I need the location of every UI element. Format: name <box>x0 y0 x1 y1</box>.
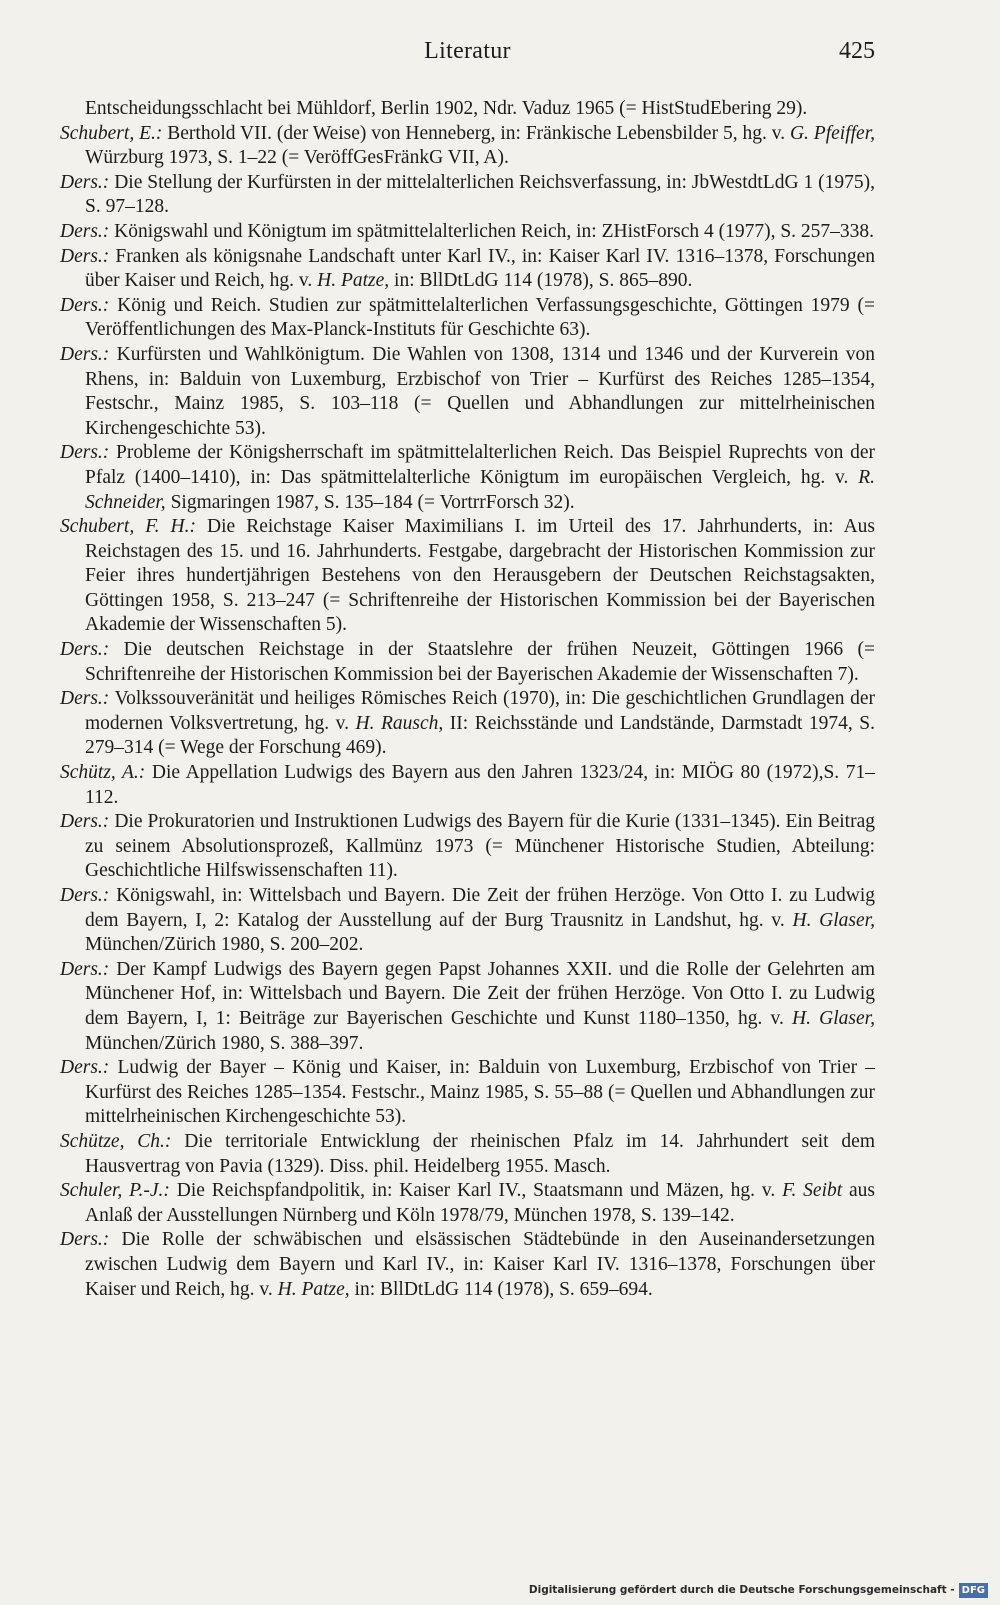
bibliography-entry <box>60 1056 875 1130</box>
entry-editor: H. Glaser, <box>792 1007 875 1029</box>
entry-author: Ders.: <box>60 245 110 267</box>
entry-text: Die deutschen Reichstage in der Staatslehre der frühen Neuzeit, Göttingen 1966 (= Schriftenreihe der Historischen Kommission bei der Bayerischen Akademie der Wissenschaften 7). <box>85 639 875 685</box>
dfg-logo: DFG <box>959 1583 988 1598</box>
bibliography-entry <box>60 761 875 810</box>
bibliography-entry <box>60 441 875 515</box>
entry-text: Die Prokuratorien und Instruktionen Ludwigs des Bayern für die Kurie (1331–1345). Ein Beitrag zu seinem Absolutionsprozeß, Kallmünz 1973 (= Münchener Historische Studien, Abteilung: Geschichtliche Hilfswissenschaften 11). <box>85 811 875 882</box>
entry-text: München/Zürich 1980, S. 388–397. <box>85 1032 364 1054</box>
entry-text: Die Appellation Ludwigs des Bayern aus den Jahren 1323/24, in: MIÖG 80 (1972),S. 71–112. <box>85 762 875 808</box>
entry-text: Probleme der Königsherrschaft im spätmittelalterlichen Reich. Das Beispiel Ruprechts von der Pfalz (1400–1410), in: Das spätmittelalterliche Königtum im europäischen Vergleich, hg. v. <box>85 442 875 488</box>
bibliography-entry <box>60 294 875 343</box>
bibliography-entry <box>60 1179 875 1228</box>
bibliography-entry-continuation <box>60 97 875 122</box>
entry-text: in: BllDtLdG 114 (1978), S. 659–694. <box>349 1278 653 1300</box>
entry-author: Ders.: <box>60 958 110 980</box>
entry-author: Ders.: <box>60 220 110 242</box>
entry-editor: F. Seibt <box>782 1180 843 1202</box>
entry-text: Die Rolle der schwäbischen und elsässischen Städtebünde in den Auseinandersetzungen zwischen Ludwig dem Bayern und Karl IV., in: Kaiser Karl IV. 1316–1378, Forschungen über Kaiser und Reich, hg. v. <box>85 1229 875 1300</box>
entry-text: Königswahl, in: Wittelsbach und Bayern. Die Zeit der frühen Herzöge. Von Otto I. zu Ludwig dem Bayern, I, 2: Katalog der Ausstellung auf der Burg Trausnitz in Landshut, hg. v. <box>85 885 875 931</box>
entry-text: Der Kampf Ludwigs des Bayern gegen Papst Johannes XXII. und die Rolle der Gelehrten am Münchener Hof, in: Wittelsbach und Bayern. Die Zeit der frühen Herzöge. Von Otto I. zu Ludwig dem Bayern, I, 1: Beiträge zur Bayerischen Geschichte und Kunst 1180–1350, hg. v. <box>85 958 875 1029</box>
running-title: Literatur <box>424 38 511 64</box>
entry-author: Schütz, A.: <box>60 762 146 784</box>
bibliography-entry <box>60 171 875 220</box>
entry-text: Königswahl und Königtum im spätmittelalterlichen Reich, in: ZHistForsch 4 (1977), S. 257–338. <box>109 220 875 242</box>
entry-editor: H. Patze, <box>317 270 390 292</box>
bibliography-entry <box>60 1130 875 1179</box>
entry-author: Schubert, F. H.: <box>60 516 197 538</box>
entry-editor: R. Schneider, <box>85 466 875 513</box>
page-number: 425 <box>839 38 875 64</box>
entry-author: Ders.: <box>60 171 110 193</box>
bibliography-entry <box>60 687 875 761</box>
entry-author: Ders.: <box>60 885 110 906</box>
entry-text: Volkssouveränität und heiliges Römisches Reich (1970), in: Die geschichtlichen Grundlagen der modernen Volksvertretung, hg. v. <box>85 688 875 734</box>
bibliography-entry <box>60 884 875 958</box>
footer-credit-text: Digitalisierung gefördert durch die Deutsche Forschungsgemeinschaft - <box>528 1584 955 1596</box>
bibliography-entry <box>60 220 875 245</box>
entry-text: München/Zürich 1980, S. 200–202. <box>85 934 364 956</box>
entry-author: Ders.: <box>60 688 110 710</box>
entry-text: Die territoriale Entwicklung der rheinischen Pfalz im 14. Jahrhundert seit dem Hausvertrag von Pavia (1329). Diss. phil. Heidelberg 1955. Masch. <box>85 1130 875 1177</box>
bibliography-entry <box>60 122 875 171</box>
digitization-credit <box>529 1581 988 1599</box>
entry-author: Ders.: <box>60 639 110 661</box>
entry-text: Ludwig der Bayer – König und Kaiser, in: Balduin von Luxemburg, Erzbischof von Trier – Kurfürst des Reiches 1285–1354. Festschr., Mainz 1985, S. 55–88 (= Quellen und Abhandlungen zur mittelrheinischen Kirchengeschichte 53). <box>85 1057 875 1128</box>
entry-text: in: BllDtLdG 114 (1978), S. 865–890. <box>389 270 693 292</box>
entry-text: Die Reichstage Kaiser Maximilians I. im Urteil des 17. Jahrhunderts, in: Aus Reichstagen des 15. und 16. Jahrhunderts. Festgabe, dargebracht der Historischen Kommission zur Feier ihres hundertjährigen Bestehens von den Herausgebern der Deutschen Reichstagsakten, Göttingen 1958, S. 213–247 (= Schriftenreihe der Historischen Kommission bei der Bayerischen Akademie der Wissenschaften 5). <box>85 516 875 636</box>
entry-author: Ders.: <box>60 442 110 464</box>
entry-author: Schubert, E.: <box>60 122 163 144</box>
entry-author: Ders.: <box>60 343 110 365</box>
bibliography-list <box>60 97 875 1302</box>
entry-text: König und Reich. Studien zur spätmittelalterlichen Verfassungsgeschichte, Göttingen 1979 (= Veröffentlichungen des Max-Planck-Instituts für Geschichte 63). <box>85 294 875 341</box>
entry-editor: H. Glaser, <box>792 909 875 931</box>
entry-text: Die Stellung der Kurfürsten in der mittelalterlichen Reichsverfassung, in: JbWestdtLdG 1 (1975), S. 97–128. <box>85 171 875 218</box>
bibliography-entry <box>60 1228 875 1302</box>
bibliography-entry <box>60 343 875 441</box>
bibliography-entry <box>60 810 875 884</box>
entry-editor: G. Pfeiffer, <box>789 122 876 144</box>
entry-text: II: Reichsstände und Landstände, Darmstadt 1974, S. 279–314 (= Wege der Forschung 469). <box>85 712 875 759</box>
bibliography-entry <box>60 245 875 294</box>
entry-author: Ders.: <box>60 1229 110 1251</box>
entry-text: aus Anlaß der Ausstellungen Nürnberg und Köln 1978/79, München 1978, S. 139–142. <box>85 1180 875 1226</box>
entry-author: Ders.: <box>60 811 110 833</box>
entry-author: Ders.: <box>60 294 110 316</box>
entry-editor: H. Patze, <box>277 1278 350 1300</box>
entry-text: Berthold VII. (der Weise) von Henneberg, in: Fränkische Lebensbilder 5, hg. v. <box>162 122 790 144</box>
entry-author: Schuler, P.-J.: <box>60 1180 170 1202</box>
entry-editor: H. Rausch, <box>355 712 444 734</box>
bibliography-entry <box>60 515 875 638</box>
entry-text: Würzburg 1973, S. 1–22 (= VeröffGesFränkG VII, A). <box>85 147 509 169</box>
bibliography-entry <box>60 638 875 687</box>
entry-text: Sigmaringen 1987, S. 135–184 (= VortrrForsch 32). <box>165 491 575 513</box>
entry-text: Die Reichspfandpolitik, in: Kaiser Karl IV., Staatsmann und Mäzen, hg. v. <box>169 1180 783 1202</box>
entry-author: Schütze, Ch.: <box>60 1130 172 1152</box>
entry-text: Entscheidungsschlacht bei Mühldorf, Berlin 1902, Ndr. Vaduz 1965 (= HistStudEbering 29). <box>85 98 808 119</box>
bibliography-entry <box>60 958 875 1056</box>
entry-text: Kurfürsten und Wahlkönigtum. Die Wahlen von 1308, 1314 und 1346 und der Kurverein von Rhens, in: Balduin von Luxemburg, Erzbischof von Trier – Kurfürst des Reiches 1285–1354, Festschr., Mainz 1985, S. 103–118 (= Quellen und Abhandlungen zur mittelrheinischen Kirchengeschichte 53). <box>85 343 875 439</box>
page-header <box>60 38 875 74</box>
entry-text: Franken als königsnahe Landschaft unter Karl IV., in: Kaiser Karl IV. 1316–1378, Forschungen über Kaiser und Reich, hg. v. <box>85 245 875 292</box>
entry-author: Ders.: <box>60 1057 110 1079</box>
